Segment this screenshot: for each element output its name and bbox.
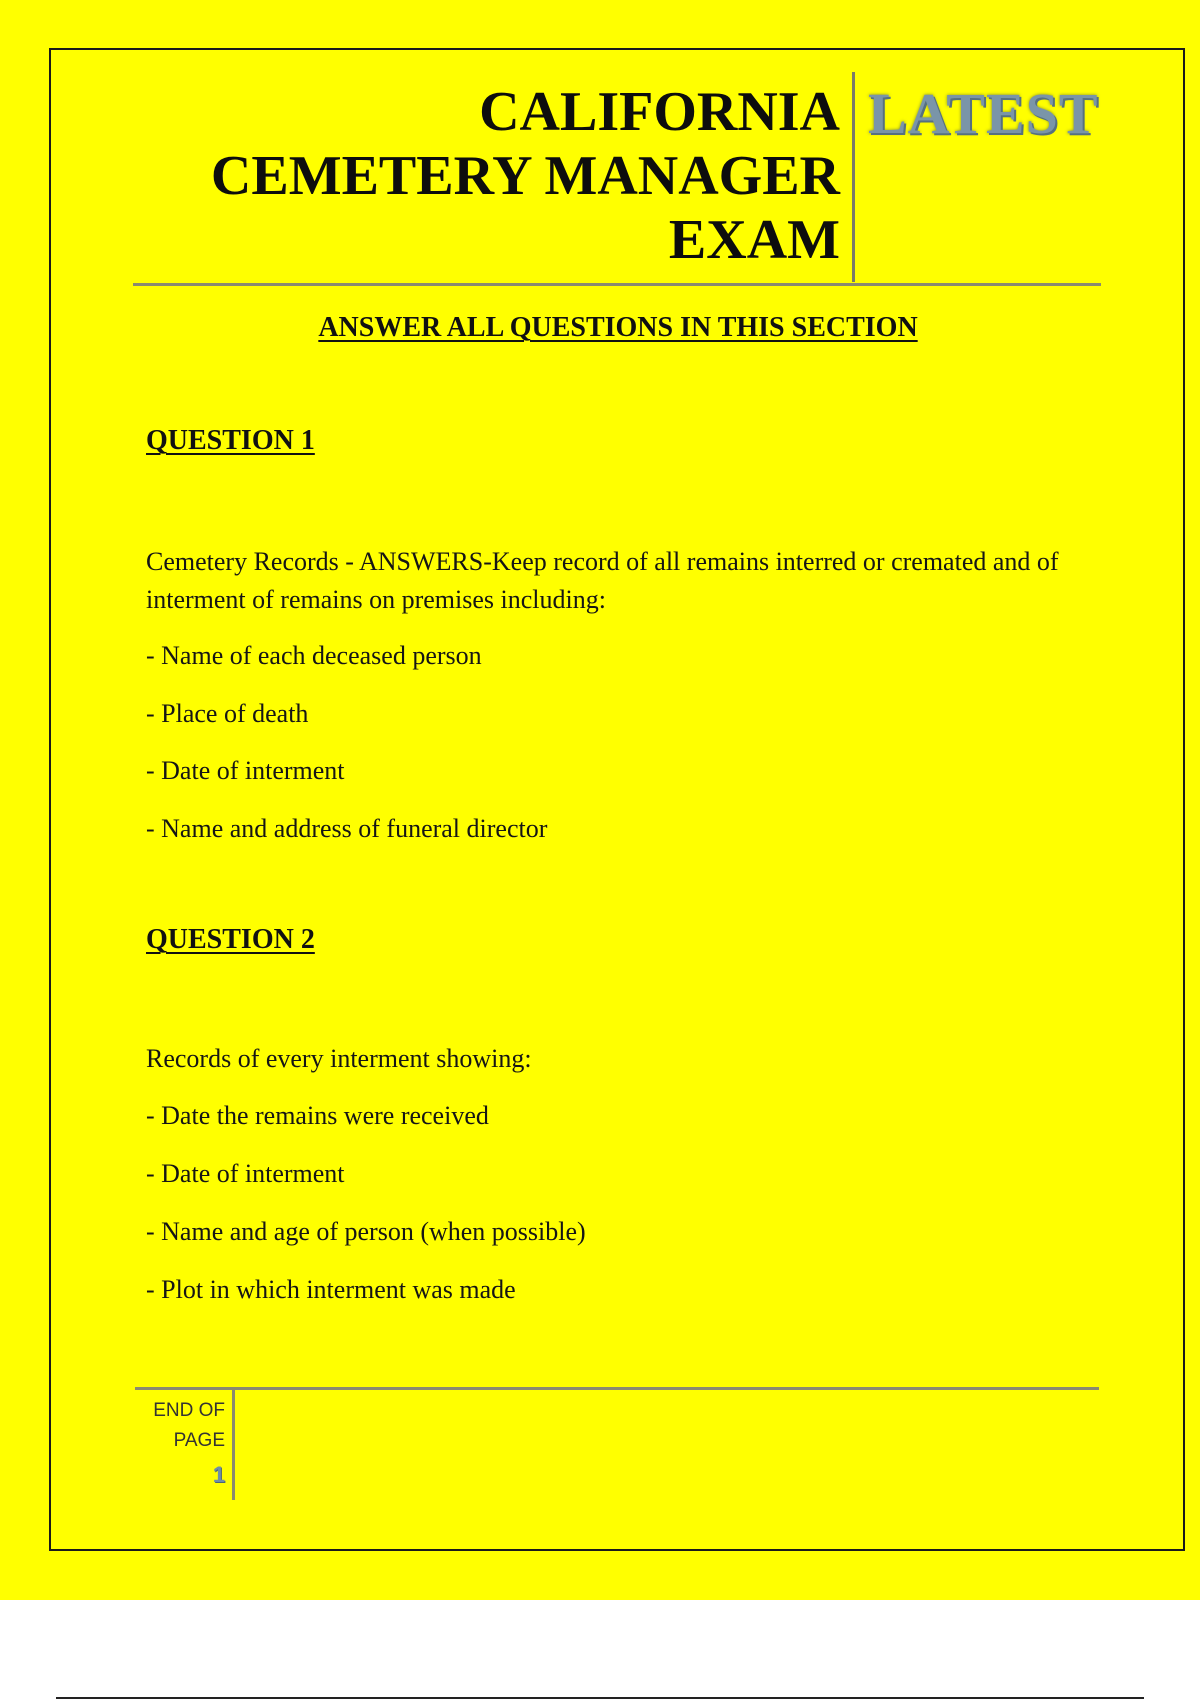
header-rule — [133, 283, 1101, 286]
end-of-page-line-2: PAGE — [173, 1430, 225, 1451]
footer-rule — [135, 1387, 1099, 1390]
section-heading: ANSWER ALL QUESTIONS IN THIS SECTION — [318, 312, 918, 343]
title-line-1: CALIFORNIA — [479, 81, 840, 143]
end-of-page-line-1: END OF — [153, 1400, 225, 1421]
title-line-3: EXAM — [668, 209, 840, 271]
list-item: - Plot in which interment was made — [146, 1275, 516, 1304]
question-1-intro: Cemetery Records - ANSWERS-Keep record of all remains interred or cremated and of interment of remains on premises including: — [146, 547, 1059, 614]
page-number: 1 — [212, 1462, 225, 1487]
end-of-page-label — [140, 1396, 225, 1456]
title-divider — [852, 72, 855, 282]
list-item: - Name of each deceased person — [146, 641, 482, 670]
list-item: - Name and address of funeral director — [146, 814, 548, 843]
document-title — [150, 80, 840, 272]
list-item: - Date the remains were received — [146, 1101, 489, 1130]
list-item: - Date of interment — [146, 756, 345, 785]
list-item: - Name and age of person (when possible) — [146, 1217, 586, 1246]
latest-badge: LATEST — [868, 81, 1099, 146]
footer-divider — [232, 1390, 235, 1500]
question-2-heading: QUESTION 2 — [146, 924, 315, 955]
bottom-rule — [56, 1697, 1144, 1699]
list-item: - Date of interment — [146, 1159, 345, 1188]
question-2-intro: Records of every interment showing: — [146, 1044, 532, 1073]
question-1-heading: QUESTION 1 — [146, 425, 315, 456]
page-border — [49, 48, 1185, 1551]
title-line-2: CEMETERY MANAGER — [210, 145, 840, 207]
list-item: - Place of death — [146, 699, 309, 728]
